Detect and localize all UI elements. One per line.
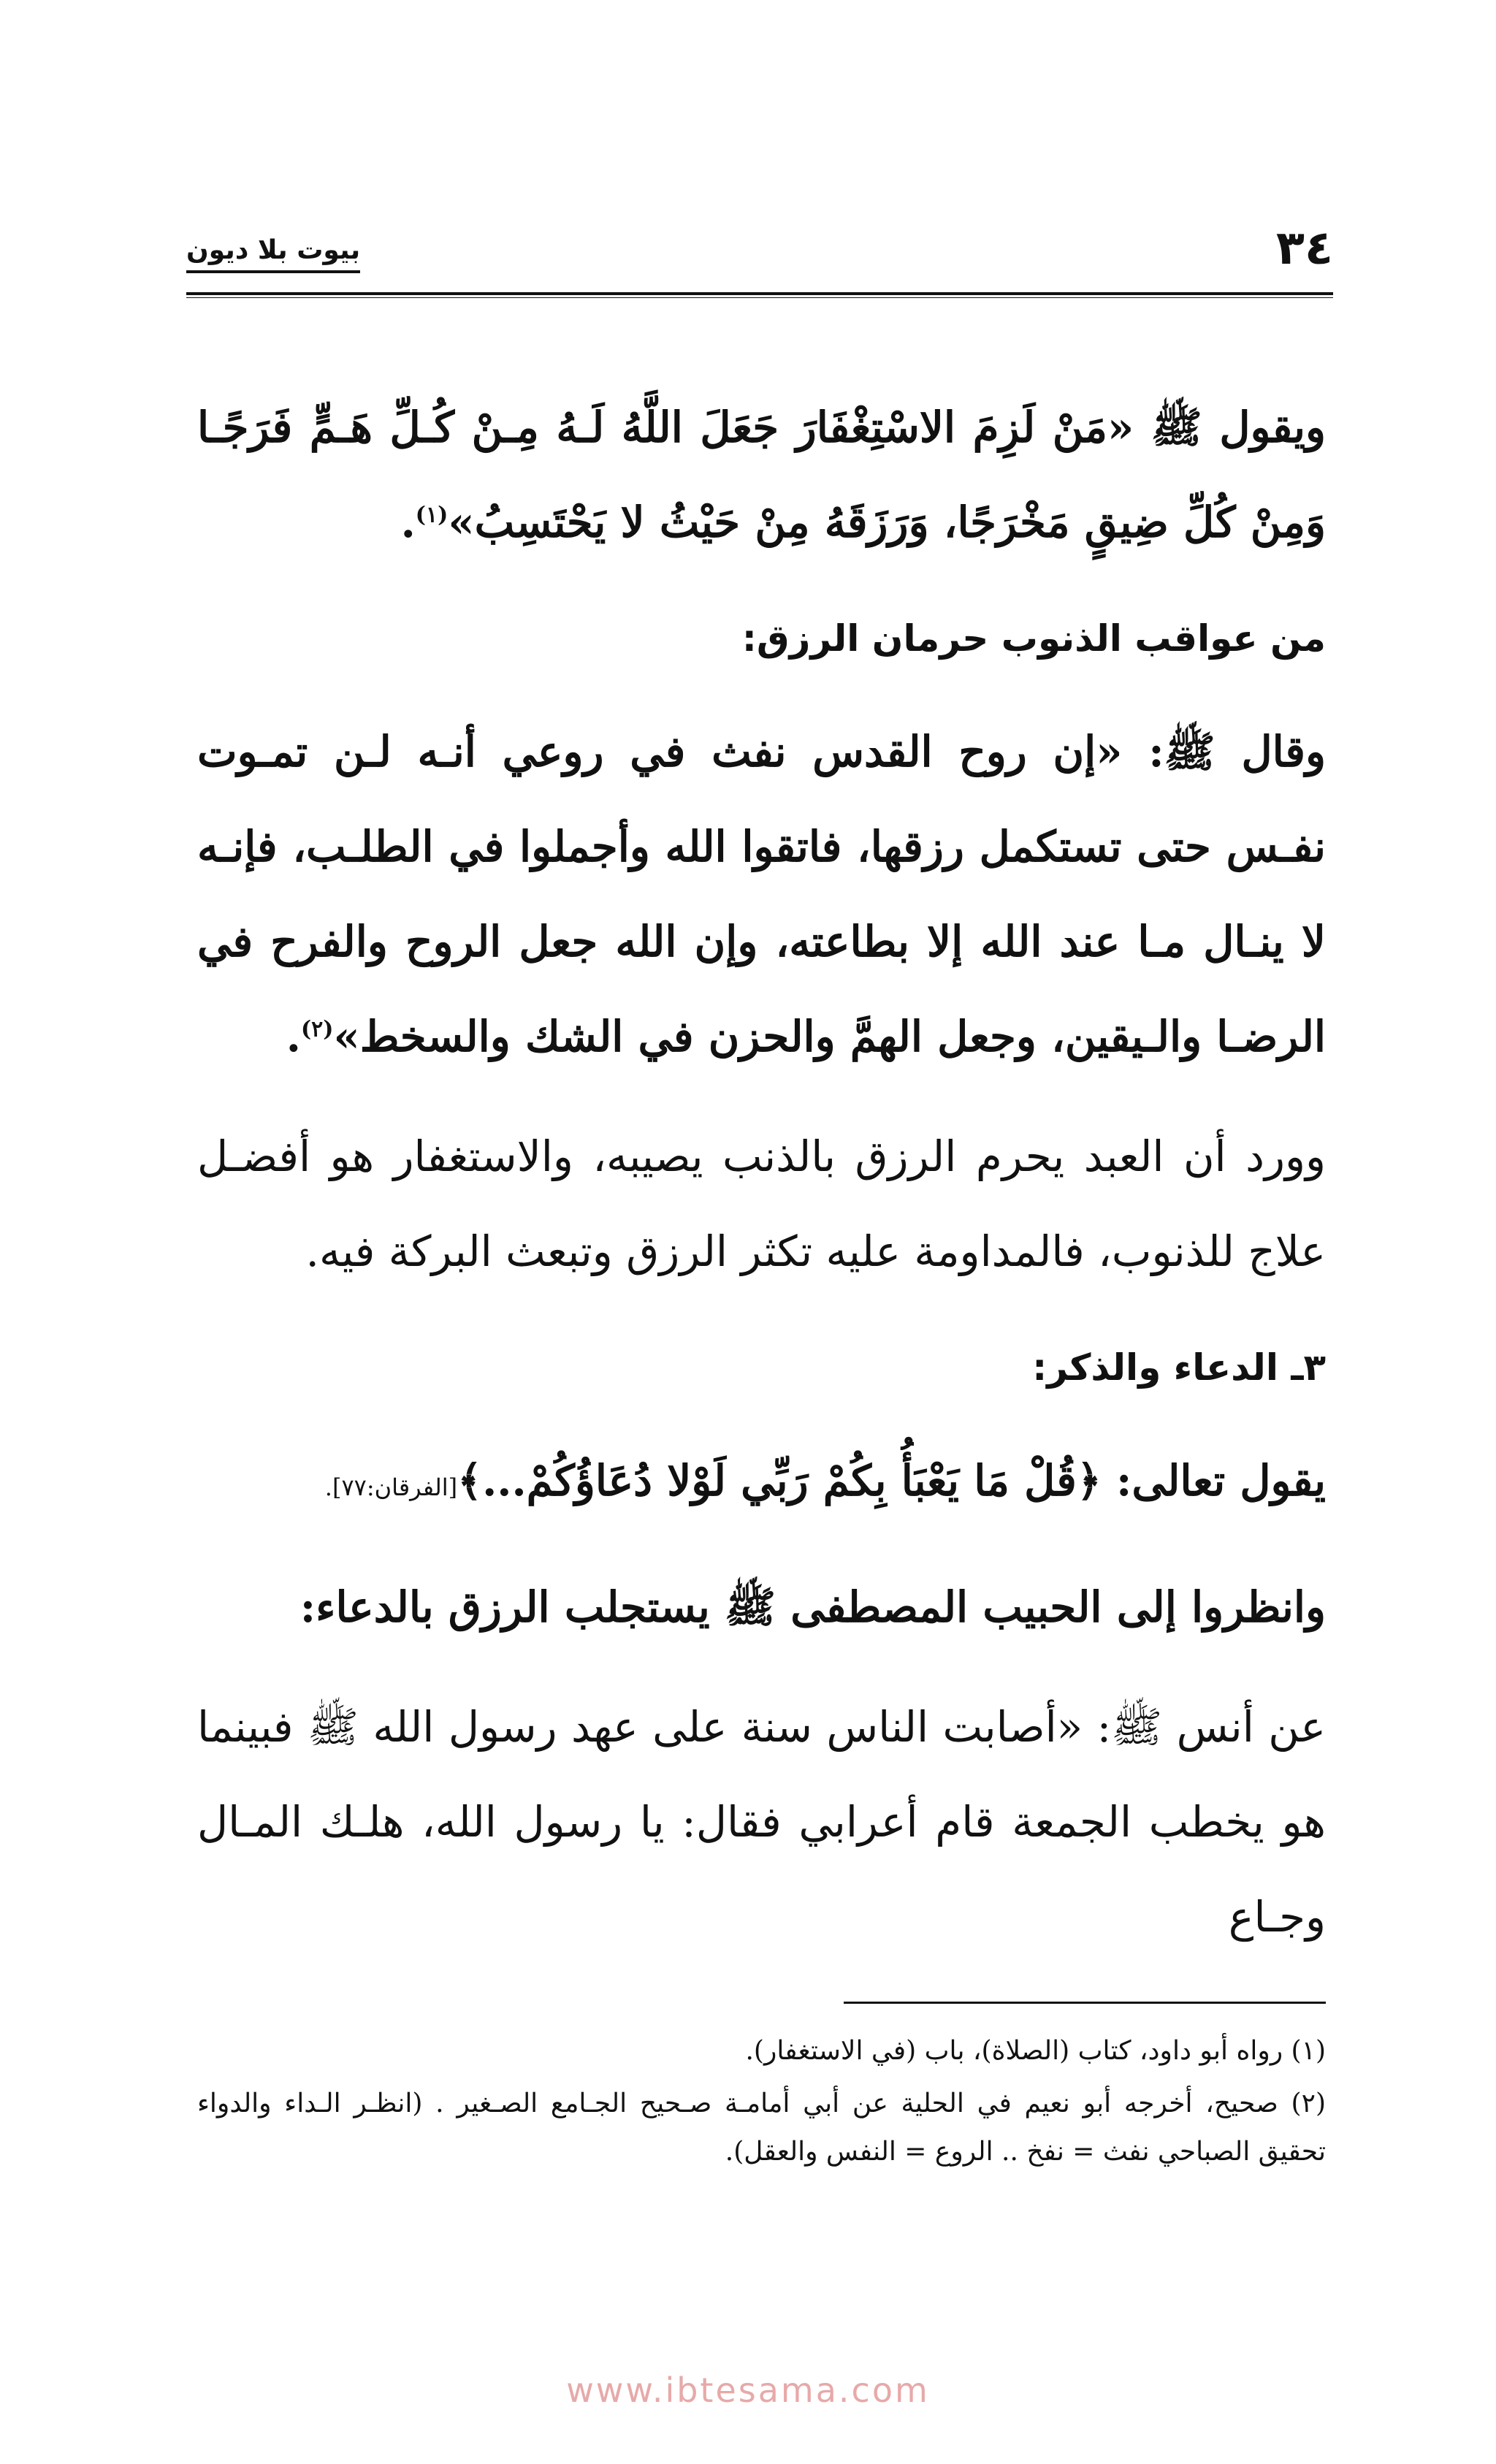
paragraph-end: . <box>286 1012 301 1061</box>
page-number: ٣٤ <box>1275 221 1333 275</box>
paragraph-text: وورد أن العبد يحرم الرزق بالذنب يصيبه، والاستغفار هو أفضـل علاج للذنوب، فالمداومة عليه تكثر الرزق وتبعث البركة فيه. <box>197 1132 1326 1276</box>
running-title: بيوت بلا ديون <box>186 232 360 273</box>
paragraph-end: . <box>400 497 416 547</box>
paragraph-istighfar-remedy <box>197 1109 1326 1299</box>
footnote-rule <box>844 2002 1326 2004</box>
paragraph-quran-verse <box>197 1433 1326 1535</box>
section-heading-sins: من عواقب الذنوب حرمان الرزق: <box>741 617 1326 660</box>
footnote-2: (٢) صحيح، أخرجه أبو نعيم في الحلية عن أبي أمامـة صـحيح الجـامع الصـغير . (انظـر الـداء والدواء تحقيق الصباحي نفث = نفخ .. الروع = النفس والعقل). <box>197 2089 1326 2167</box>
paragraph-hadith-istighfar <box>197 380 1326 570</box>
verse-citation: [الفرقان:٧٧]. <box>324 1473 458 1501</box>
paragraph-text: يقول تعالى: ﴿قُلْ مَا يَعْبَأُ بِكُمْ رَبِّي لَوْلا دُعَاؤُكُمْ...﴾ <box>457 1456 1326 1506</box>
paragraph-hadith-ruh-alqudus <box>197 704 1326 1084</box>
paragraph-text: وانظروا إلى الحبيب المصطفى ﷺ يستجلب الرزق بالدعاء: <box>299 1582 1326 1632</box>
footnote-ref-1[interactable]: (١) <box>415 502 449 528</box>
watermark-url: www.ibtesama.com <box>566 2370 930 2410</box>
footnote-ref-2[interactable]: (٢) <box>300 1016 334 1042</box>
paragraph-prophet-dua <box>197 1560 1326 1655</box>
paragraph-text: ويقول ﷺ «مَنْ لَزِمَ الاسْتِغْفَارَ جَعَلَ اللَّهُ لَـهُ مِـنْ كُـلِّ هَـمٍّ فَرَجًـا وَمِنْ كُلِّ ضِيقٍ مَخْرَجًا، وَرَزَقَهُ مِنْ حَيْثُ لا يَحْتَسِبُ» <box>197 403 1326 547</box>
paragraph-anas-hadith <box>197 1679 1326 1964</box>
paragraph-text: عن أنس ﷺ: «أصابت الناس سنة على عهد رسول الله ﷺ فبينما هو يخطب الجمعة قام أعرابي فقال: يا رسول الله، هلـك المـال وجـاع <box>197 1702 1326 1942</box>
section-heading-dua: ٣ـ الدعاء والذكر: <box>1032 1346 1326 1389</box>
main-text <box>197 380 1326 1989</box>
footnote-1: (١) رواه أبو داود، كتاب (الصلاة)، باب (في الاستغفار). <box>745 2036 1326 2066</box>
paragraph-text: وقال ﷺ: «إن روح القدس نفث في روعي أنـه لـن تمـوت نفـس حتى تستكمل رزقها، فاتقوا الله وأجملوا في الطلـب، فإنـه لا ينـال مـا عند الله إلا بطاعته، وإن الله جعل الروح والفرح في الرضـا والـيقين، وجعل الهمَّ والحزن في الشك والسخط» <box>197 727 1326 1061</box>
footnotes <box>197 2027 1326 2181</box>
header-rule <box>186 292 1333 298</box>
page-header <box>186 212 1333 285</box>
